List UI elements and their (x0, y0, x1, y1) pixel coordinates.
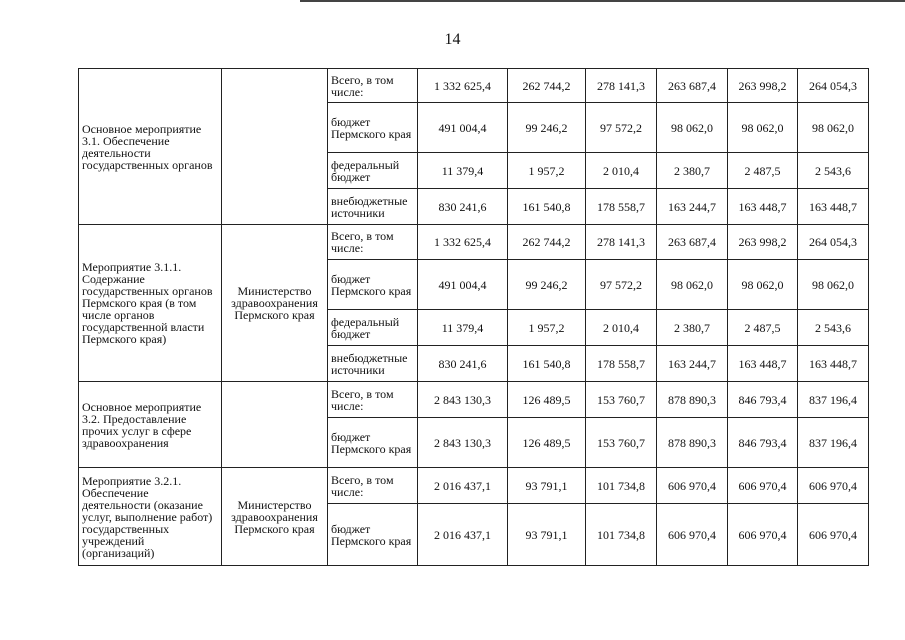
amount-cell: 606 970,4 (728, 504, 798, 566)
executor (222, 382, 328, 468)
amount-cell: 98 062,0 (728, 103, 798, 153)
amount-cell: 606 970,4 (798, 504, 869, 566)
amount-cell: 262 744,2 (508, 225, 586, 260)
table-row (79, 69, 869, 103)
amount-cell: 491 004,4 (418, 260, 508, 310)
table-row (79, 225, 869, 260)
funding-source: бюджет Пермского края (328, 504, 418, 566)
amount-cell: 163 448,7 (798, 189, 869, 225)
amount-cell: 163 448,7 (798, 346, 869, 382)
amount-cell: 98 062,0 (657, 260, 728, 310)
amount-cell: 101 734,8 (586, 504, 657, 566)
amount-cell: 878 890,3 (657, 382, 728, 418)
amount-cell: 2 010,4 (586, 310, 657, 346)
amount-cell: 830 241,6 (418, 189, 508, 225)
amount-cell: 830 241,6 (418, 346, 508, 382)
amount-cell: 2 843 130,3 (418, 382, 508, 418)
executor (222, 69, 328, 225)
amount-cell: 2 543,6 (798, 310, 869, 346)
amount-cell: 153 760,7 (586, 382, 657, 418)
amount-cell: 98 062,0 (657, 103, 728, 153)
top-rule (300, 0, 905, 2)
amount-cell: 101 734,8 (586, 468, 657, 504)
amount-cell: 263 687,4 (657, 225, 728, 260)
amount-cell: 178 558,7 (586, 346, 657, 382)
amount-cell: 98 062,0 (798, 103, 869, 153)
funding-source: Всего, в том числе: (328, 468, 418, 504)
table-row (79, 382, 869, 418)
amount-cell: 1 957,2 (508, 310, 586, 346)
amount-cell: 126 489,5 (508, 382, 586, 418)
funding-source: Всего, в том числе: (328, 225, 418, 260)
measure-name: Основное мероприятие 3.2. Предоставление прочих услуг в сфере здравоохранения (79, 382, 222, 468)
amount-cell: 278 141,3 (586, 225, 657, 260)
funding-source: внебюджетные источники (328, 346, 418, 382)
amount-cell: 1 332 625,4 (418, 69, 508, 103)
amount-cell: 153 760,7 (586, 418, 657, 468)
table-body (79, 69, 869, 566)
amount-cell: 606 970,4 (657, 504, 728, 566)
amount-cell: 93 791,1 (508, 468, 586, 504)
amount-cell: 2 016 437,1 (418, 504, 508, 566)
funding-source: Всего, в том числе: (328, 69, 418, 103)
executor: Министерство здравоохранения Пермского края (222, 225, 328, 382)
amount-cell: 263 998,2 (728, 225, 798, 260)
measure-name: Мероприятие 3.1.1. Содержание государственных органов Пермского края (в том числе органов государственной власти Пермского края) (79, 225, 222, 382)
amount-cell: 2 843 130,3 (418, 418, 508, 468)
table-row (79, 468, 869, 504)
amount-cell: 262 744,2 (508, 69, 586, 103)
amount-cell: 1 332 625,4 (418, 225, 508, 260)
page-number: 14 (444, 31, 461, 48)
amount-cell: 163 448,7 (728, 346, 798, 382)
funding-source: бюджет Пермского края (328, 418, 418, 468)
measure-name: Основное мероприятие 3.1. Обеспечение деятельности государственных органов (79, 69, 222, 225)
funding-source: внебюджетные источники (328, 189, 418, 225)
amount-cell: 264 054,3 (798, 69, 869, 103)
funding-source: Всего, в том числе: (328, 382, 418, 418)
amount-cell: 126 489,5 (508, 418, 586, 468)
amount-cell: 606 970,4 (728, 468, 798, 504)
amount-cell: 263 687,4 (657, 69, 728, 103)
amount-cell: 846 793,4 (728, 418, 798, 468)
amount-cell: 163 448,7 (728, 189, 798, 225)
amount-cell: 99 246,2 (508, 103, 586, 153)
amount-cell: 2 380,7 (657, 310, 728, 346)
funding-source: федеральный бюджет (328, 153, 418, 189)
amount-cell: 2 543,6 (798, 153, 869, 189)
amount-cell: 161 540,8 (508, 346, 586, 382)
amount-cell: 98 062,0 (798, 260, 869, 310)
amount-cell: 837 196,4 (798, 418, 869, 468)
amount-cell: 178 558,7 (586, 189, 657, 225)
amount-cell: 163 244,7 (657, 346, 728, 382)
amount-cell: 846 793,4 (728, 382, 798, 418)
amount-cell: 161 540,8 (508, 189, 586, 225)
amount-cell: 878 890,3 (657, 418, 728, 468)
amount-cell: 97 572,2 (586, 260, 657, 310)
amount-cell: 2 010,4 (586, 153, 657, 189)
amount-cell: 99 246,2 (508, 260, 586, 310)
amount-cell: 11 379,4 (418, 310, 508, 346)
amount-cell: 163 244,7 (657, 189, 728, 225)
funding-source: федеральный бюджет (328, 310, 418, 346)
amount-cell: 263 998,2 (728, 69, 798, 103)
measure-name: Мероприятие 3.2.1. Обеспечение деятельности (оказание услуг, выполнение работ) государственных учреждений (организаций) (79, 468, 222, 566)
funding-source: бюджет Пермского края (328, 103, 418, 153)
amount-cell: 264 054,3 (798, 225, 869, 260)
budget-table (78, 68, 869, 566)
amount-cell: 1 957,2 (508, 153, 586, 189)
amount-cell: 93 791,1 (508, 504, 586, 566)
amount-cell: 606 970,4 (798, 468, 869, 504)
amount-cell: 2 487,5 (728, 153, 798, 189)
amount-cell: 98 062,0 (728, 260, 798, 310)
amount-cell: 491 004,4 (418, 103, 508, 153)
amount-cell: 11 379,4 (418, 153, 508, 189)
executor: Министерство здравоохранения Пермского края (222, 468, 328, 566)
amount-cell: 278 141,3 (586, 69, 657, 103)
amount-cell: 837 196,4 (798, 382, 869, 418)
amount-cell: 2 380,7 (657, 153, 728, 189)
amount-cell: 2 487,5 (728, 310, 798, 346)
amount-cell: 97 572,2 (586, 103, 657, 153)
funding-source: бюджет Пермского края (328, 260, 418, 310)
amount-cell: 2 016 437,1 (418, 468, 508, 504)
amount-cell: 606 970,4 (657, 468, 728, 504)
